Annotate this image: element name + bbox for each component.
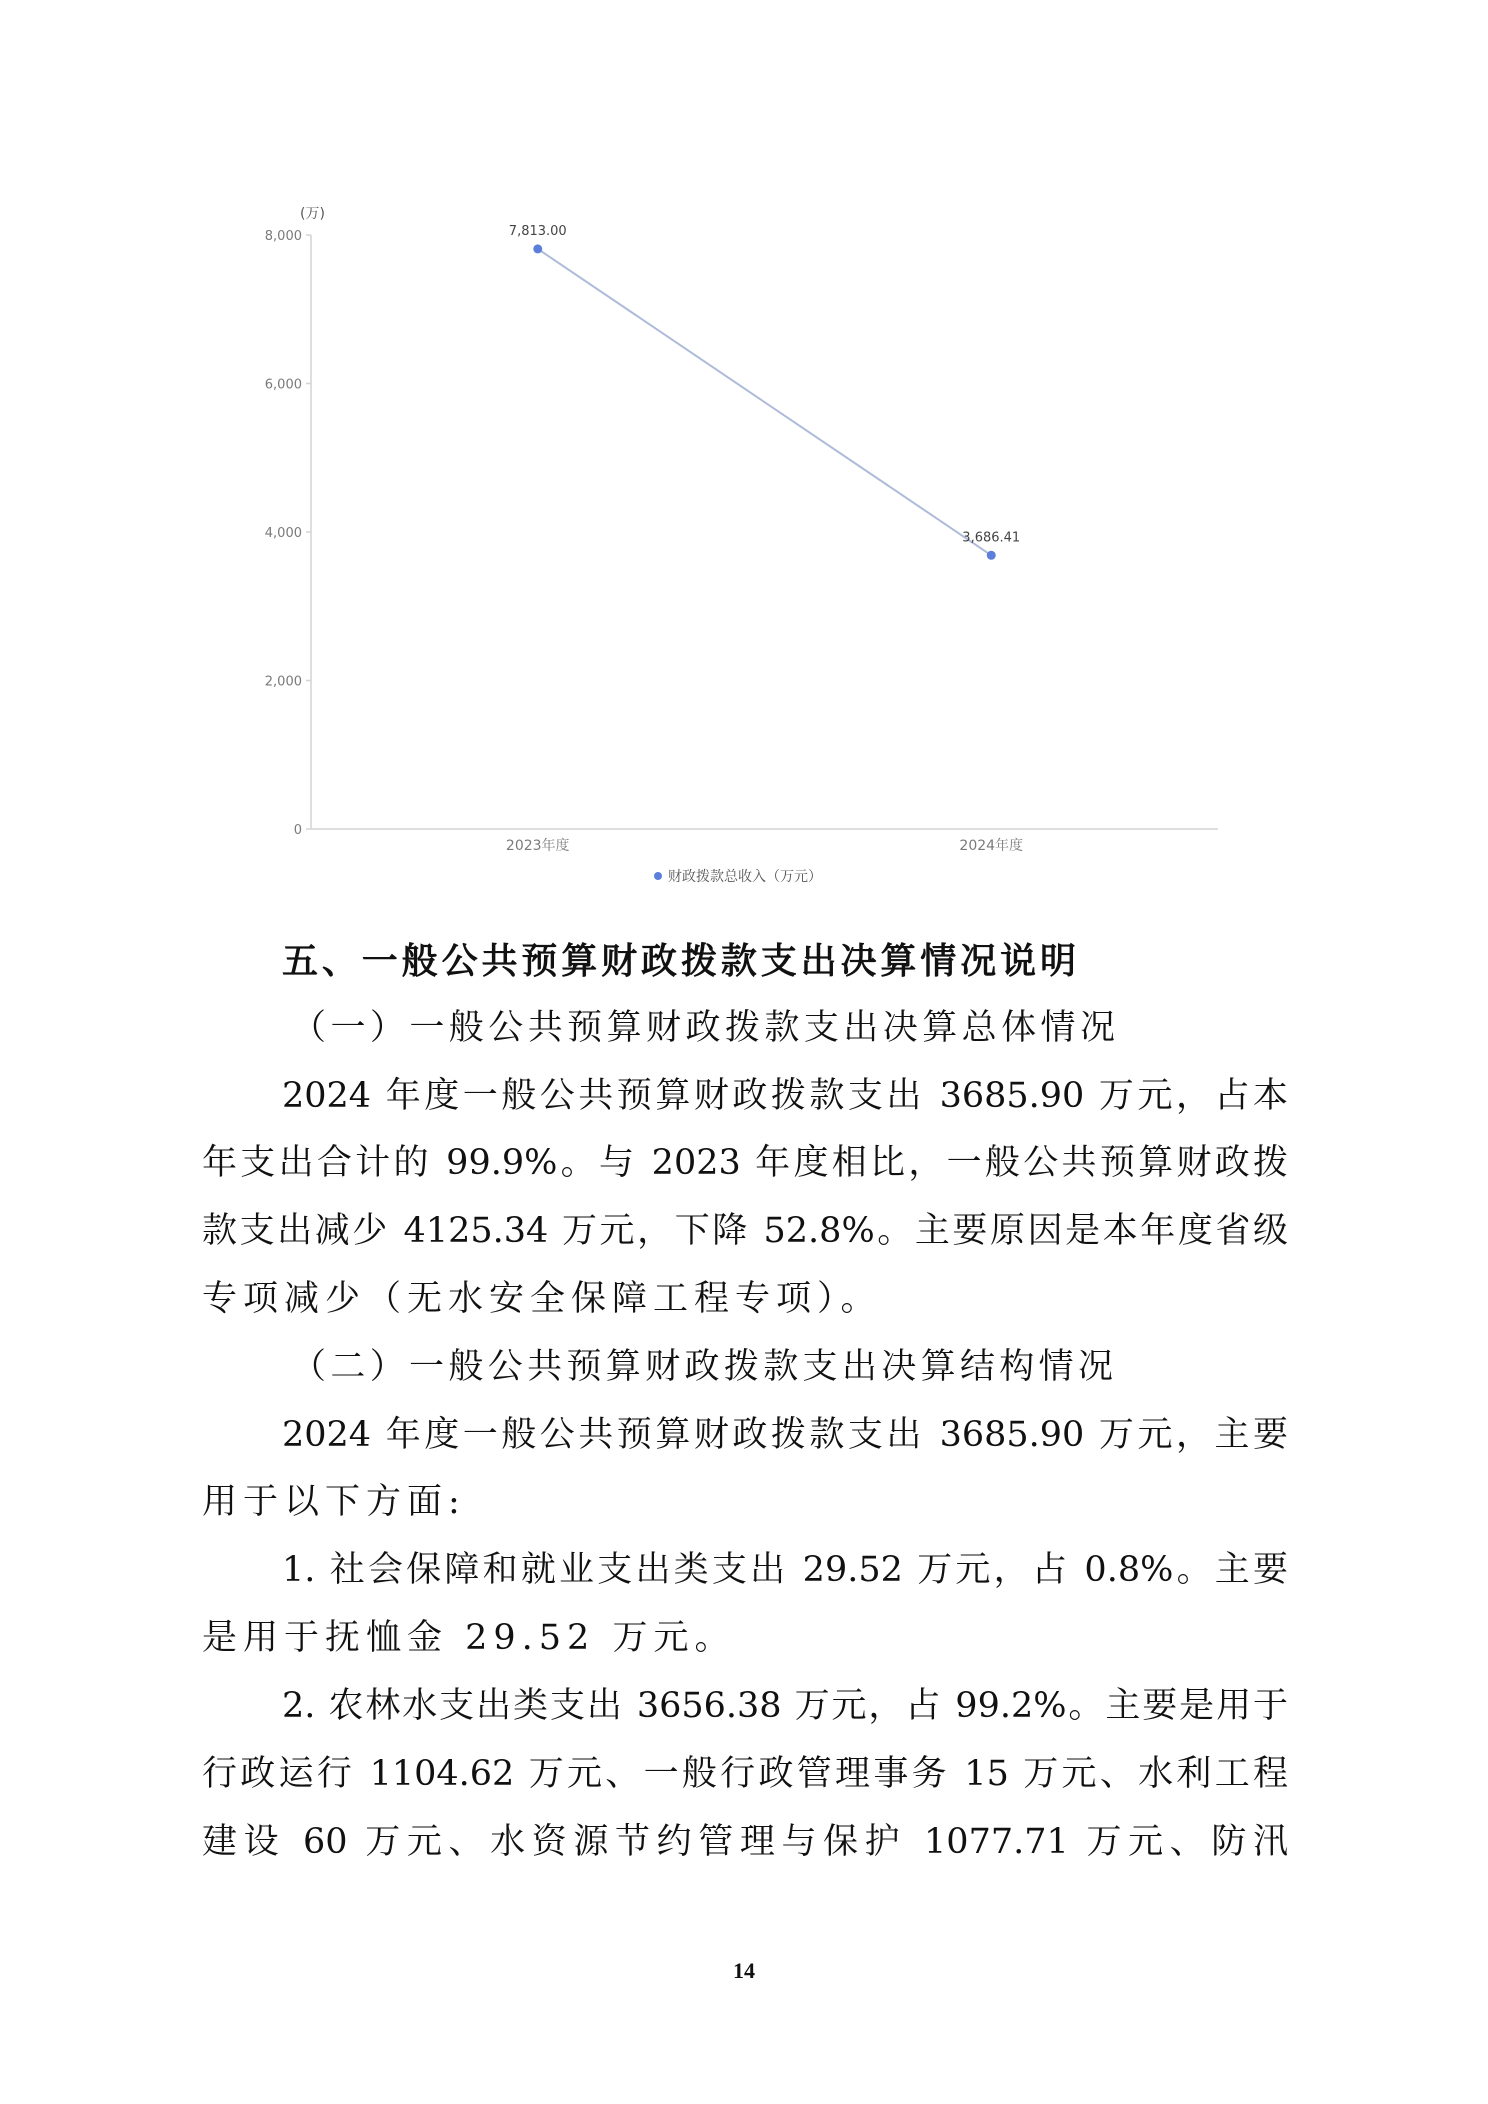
subsection-title-1: （一）一般公共预算财政拨款支出决算总体情况	[291, 1008, 1115, 1048]
paragraph-line: 专项减少（无水安全保障工程专项）。	[202, 1279, 882, 1319]
x-tick-label: 2024年度	[959, 838, 1024, 854]
y-axis-ticks	[265, 229, 311, 838]
y-tick-label: 8,000	[264, 229, 302, 244]
paragraph-line: 是用于抚恤金 29.52 万元。	[202, 1618, 736, 1658]
paragraph-line: 建设 60 万元、水资源节约管理与保护 1077.71 万元、防汛	[202, 1822, 1288, 1862]
paragraph-line: 年支出合计的 99.9%。与 2023 年度相比，一般公共预算财政拨	[202, 1143, 1288, 1183]
data-label: 3,686.41	[962, 530, 1021, 546]
paragraph-line: 款支出减少 4125.34 万元，下降 52.8%。主要原因是本年度省级	[202, 1211, 1288, 1251]
data-point	[533, 244, 542, 253]
line-chart	[0, 0, 1488, 920]
y-tick-label: 0	[293, 823, 302, 838]
paragraph-line: 1. 社会保障和就业支出类支出 29.52 万元，占 0.8%。主要	[282, 1550, 1288, 1590]
y-tick-label: 6,000	[264, 377, 302, 393]
legend-label: 财政拨款总收入（万元）	[668, 869, 822, 885]
x-axis-labels	[506, 837, 1023, 854]
y-axis-unit-label: (万)	[300, 206, 325, 222]
paragraph-line: 2024 年度一般公共预算财政拨款支出 3685.90 万元，占本	[282, 1076, 1288, 1116]
y-tick-label: 2,000	[264, 674, 302, 690]
subsection-title-2: （二）一般公共预算财政拨款支出决算结构情况	[291, 1347, 1113, 1387]
data-label: 7,813.00	[508, 223, 567, 239]
legend-marker	[654, 872, 662, 880]
paragraph-line: 行政运行 1104.62 万元、一般行政管理事务 15 万元、水利工程	[202, 1754, 1288, 1794]
series-group	[509, 224, 1020, 560]
paragraph-line: 2. 农林水支出类支出 3656.38 万元，占 99.2%。主要是用于	[282, 1686, 1288, 1726]
series-line	[538, 249, 992, 555]
paragraph-line: 2024 年度一般公共预算财政拨款支出 3685.90 万元，主要	[282, 1415, 1288, 1455]
data-point	[987, 551, 996, 560]
paragraph-line: 用于以下方面:	[202, 1482, 466, 1522]
section-heading: 五、一般公共预算财政拨款支出决算情况说明	[282, 941, 1076, 982]
y-tick-label: 4,000	[264, 526, 302, 541]
legend	[654, 868, 822, 885]
x-tick-label: 2023年度	[505, 838, 570, 854]
page-number: 14	[733, 1958, 755, 1983]
